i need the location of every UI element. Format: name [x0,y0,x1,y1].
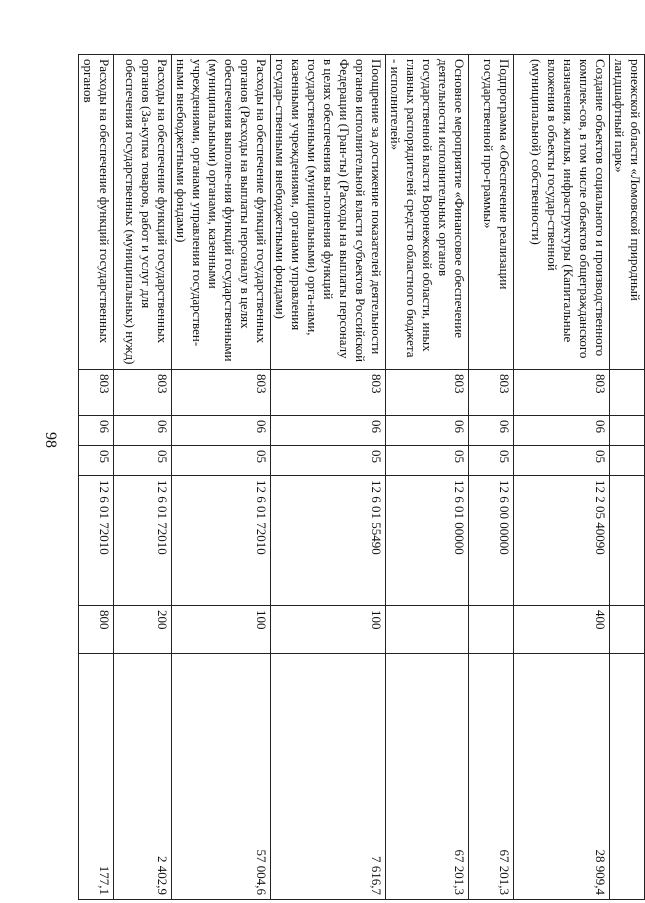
table-row [172,55,271,900]
amount: 7 616,7 [271,654,386,900]
target-item-code: 12 6 01 72010 [172,476,271,606]
row-name: Создание объектов социального и производственного комплек-сов, в том числе объектов общегражданского назначения, жилья, инфраструктуры (Капитальные вложения в объекты государ-ственной (муниципальной) собственности) [514,55,610,370]
section-code: 06 [386,416,469,446]
ministry-code: 803 [469,370,514,416]
subsection-code: 05 [386,446,469,476]
ministry-code: 803 [172,370,271,416]
section-code: 06 [114,416,172,446]
ministry-code: 803 [79,370,114,416]
row-name: Расходы на обеспечение функций государственных органов (За-купка товаров, работ и услуг для обеспечения государственных (муниципальных) нужд) [114,55,172,370]
expense-type-code [610,606,645,654]
subsection-code: 05 [469,446,514,476]
ministry-code [610,370,645,416]
row-name: Подпрограмма «Обеспечение реализации государственной про-граммы» [469,55,514,370]
budget-table [78,54,645,900]
table-row [469,55,514,900]
amount: 177,1 [79,654,114,900]
table-row [514,55,610,900]
expense-type-code: 800 [79,606,114,654]
expense-type-code [469,606,514,654]
budget-table-wrapper [81,54,645,899]
subsection-code: 05 [271,446,386,476]
section-code [610,416,645,446]
expense-type-code: 400 [514,606,610,654]
amount: 67 201,3 [386,654,469,900]
amount: 2 402,9 [114,654,172,900]
table-row [610,55,645,900]
ministry-code: 803 [271,370,386,416]
subsection-code: 05 [114,446,172,476]
amount [610,654,645,900]
subsection-code: 05 [172,446,271,476]
target-item-code [610,476,645,606]
table-row [114,55,172,900]
page-number: 98 [42,432,59,448]
rotated-page-body [81,54,645,899]
amount: 28 909,4 [514,654,610,900]
row-name: Расходы на обеспечение функций государственных органов (Расходы на выплаты персоналу в целях обеспечения выполне-ния функций государственными (муниципальными) органами, казенными учреждениями, органами управления государствен-ными внебюджетными фондами) [172,55,271,370]
section-code: 06 [469,416,514,446]
target-item-code: 12 6 00 00000 [469,476,514,606]
row-name: Поощрение за достижение показателей деятельности органов исполнительной власти субъектов Российской Федерации (Гран-ты) (Расходы на выплаты персоналу в целях обеспечения вы-полнения функций государственными (муниципальными) орга-нами, казенными учреждениями, органами управления государ-ственными внебюджетными фондами) [271,55,386,370]
expense-type-code [386,606,469,654]
amount: 67 201,3 [469,654,514,900]
target-item-code: 12 6 01 72010 [79,476,114,606]
subsection-code: 05 [514,446,610,476]
table-row [386,55,469,900]
row-name: ронежской области «Ломовской природный ландшафтный парк» [610,55,645,370]
expense-type-code: 200 [114,606,172,654]
expense-type-code: 100 [271,606,386,654]
target-item-code: 12 6 01 55490 [271,476,386,606]
target-item-code: 12 2 05 40090 [514,476,610,606]
table-row [271,55,386,900]
ministry-code: 803 [114,370,172,416]
section-code: 06 [271,416,386,446]
ministry-code: 803 [514,370,610,416]
section-code: 06 [79,416,114,446]
ministry-code: 803 [386,370,469,416]
subsection-code [610,446,645,476]
table-row [79,55,114,900]
row-name: Основное мероприятие «Финансовое обеспечение деятельности исполнительных органов государственной власти Воронежской области, иных главных распорядителей средств областного бюджета - исполнителей» [386,55,469,370]
amount: 57 004,6 [172,654,271,900]
subsection-code: 05 [79,446,114,476]
target-item-code: 12 6 01 00000 [386,476,469,606]
expense-type-code: 100 [172,606,271,654]
target-item-code: 12 6 01 72010 [114,476,172,606]
section-code: 06 [514,416,610,446]
row-name: Расходы на обеспечение функций государственных органов [79,55,114,370]
section-code: 06 [172,416,271,446]
